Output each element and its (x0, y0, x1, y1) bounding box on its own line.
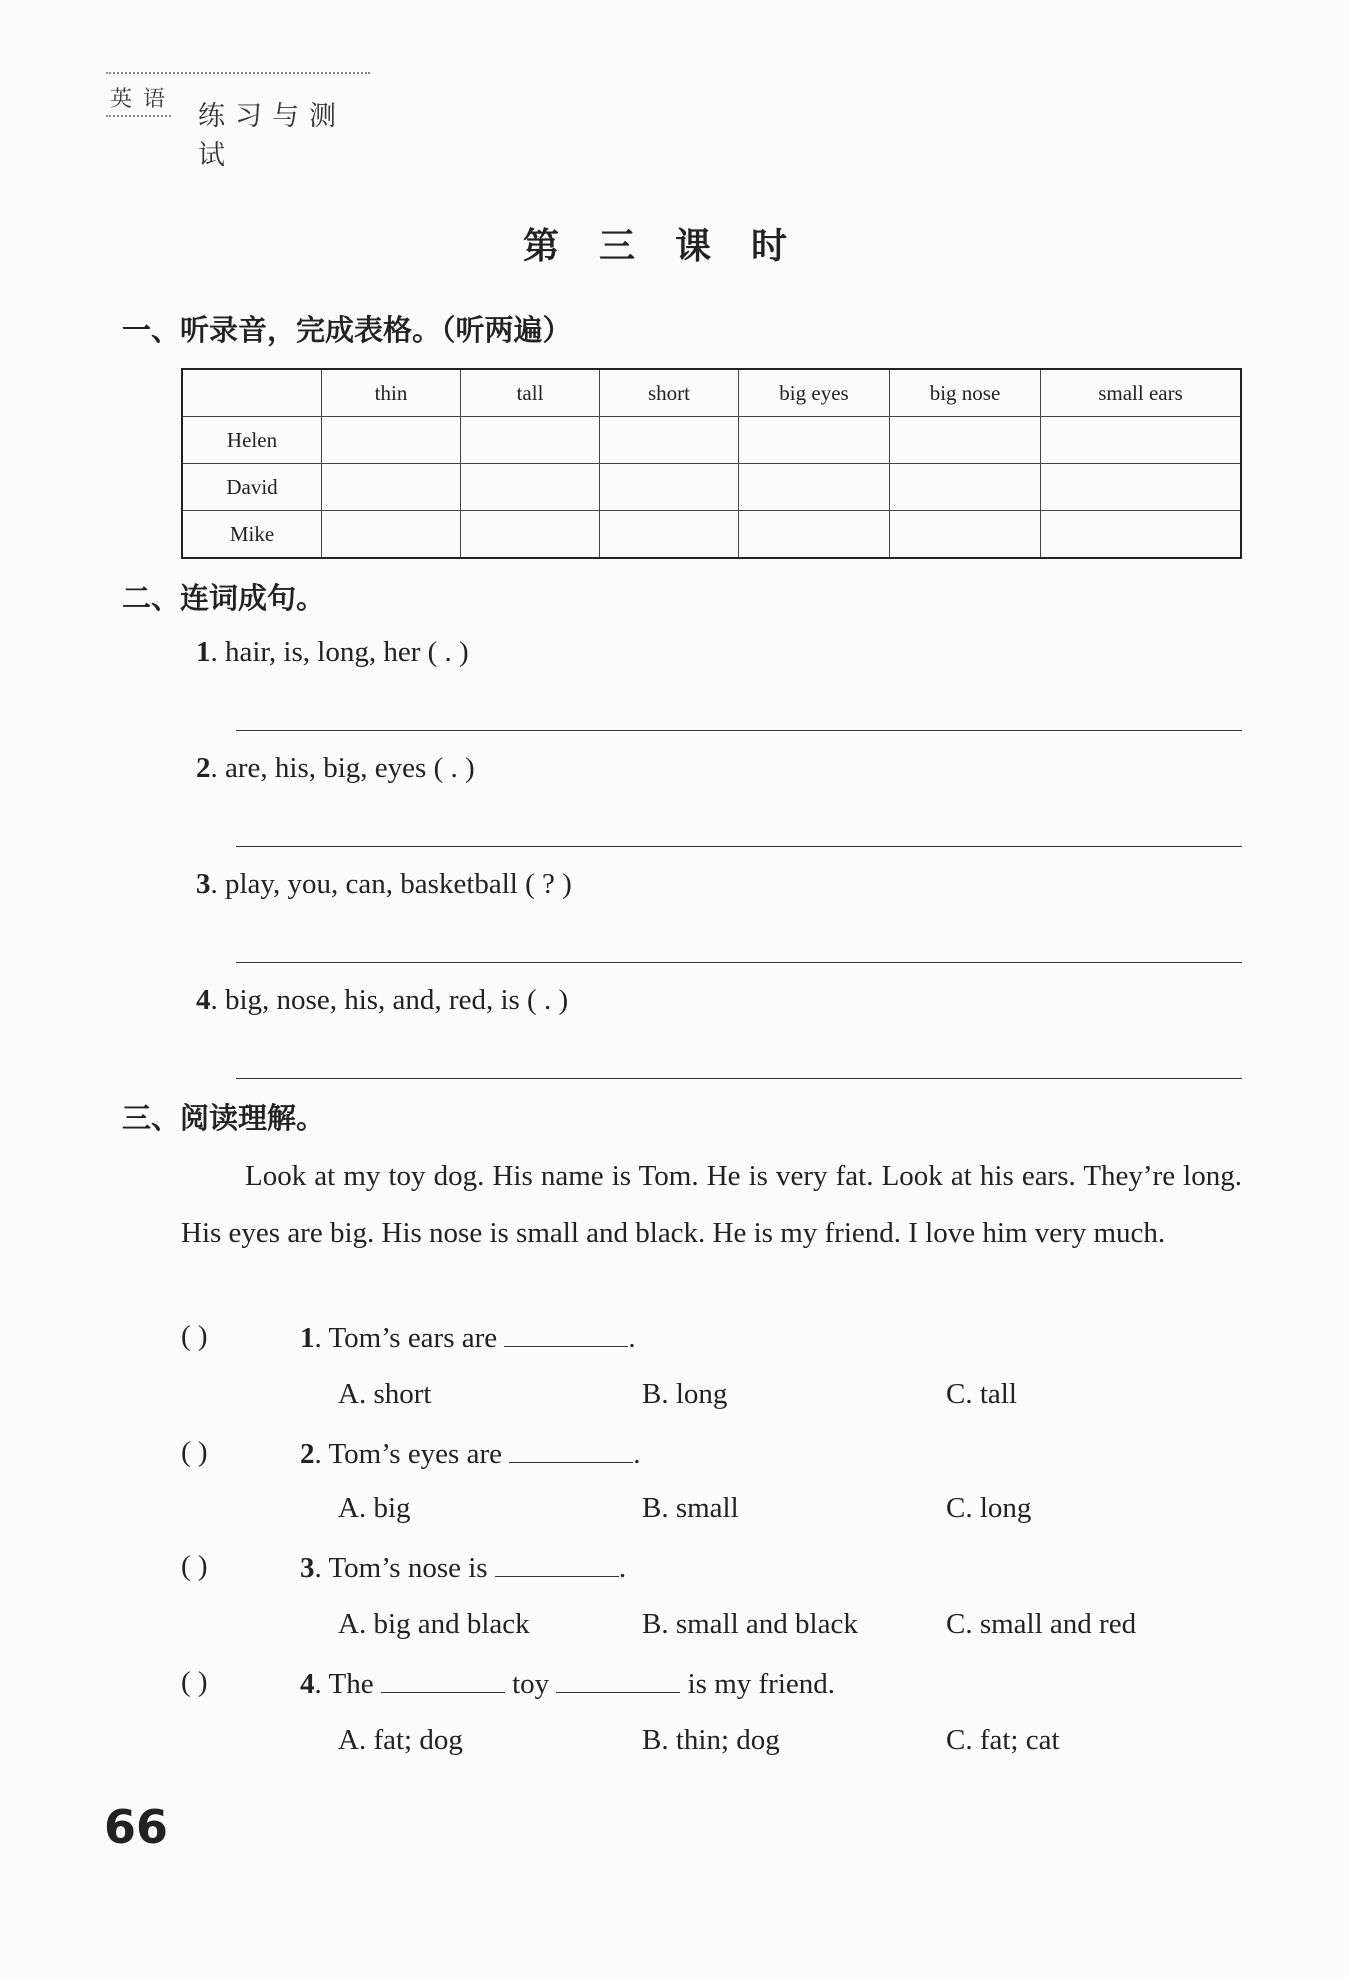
fill-blank[interactable] (509, 1436, 633, 1463)
question-stem (300, 1436, 641, 1471)
answer-cell[interactable] (739, 417, 890, 464)
answer-cell[interactable] (890, 511, 1041, 559)
answer-cell[interactable] (461, 464, 600, 511)
item-number: 4 (196, 984, 211, 1016)
item-number: 2 (196, 752, 211, 784)
row-name-cell: Helen (182, 417, 322, 464)
row-name-cell: Mike (182, 511, 322, 559)
question-text-end: is my friend. (680, 1668, 836, 1700)
answer-cell[interactable] (1041, 417, 1242, 464)
option-a[interactable]: A. big (338, 1492, 411, 1524)
question-number: 3 (300, 1552, 315, 1584)
question-text-end: . (628, 1322, 636, 1354)
question-text: . Tom’s eyes are (314, 1438, 510, 1470)
question-text-end: . (633, 1438, 641, 1470)
answer-cell[interactable] (890, 417, 1041, 464)
reading-passage: Look at my toy dog. His name is Tom. He is very fat. Look at his ears. They’re long. His eyes are big. His nose is small and black. He is my friend. I love him very much. (181, 1160, 1242, 1249)
answer-paren[interactable]: ( ) (181, 1550, 208, 1582)
question-text-mid: toy (504, 1668, 557, 1700)
sentence-item (196, 636, 469, 669)
option-c[interactable]: C. fat; cat (946, 1724, 1060, 1756)
lesson-title: 第三课时 (522, 226, 827, 267)
table-header-cell: big nose (890, 369, 1041, 417)
table-header-cell: tall (461, 369, 600, 417)
option-a[interactable]: A. big and black (338, 1608, 530, 1640)
option-b[interactable]: B. thin; dog (642, 1724, 780, 1756)
sentence-item (196, 752, 475, 785)
series-title: 练习与测试 (198, 101, 346, 171)
option-b[interactable]: B. small (642, 1492, 739, 1524)
section1-title: 一、听录音，完成表格。（听两遍） (122, 313, 572, 347)
section3-title: 三、阅读理解。 (122, 1101, 326, 1135)
page-number: 66 (104, 1800, 169, 1854)
table-header-cell: thin (322, 369, 461, 417)
question-text: . Tom’s ears are (314, 1322, 505, 1354)
fill-blank[interactable] (504, 1320, 628, 1347)
answer-cell[interactable] (1041, 511, 1242, 559)
answer-cell[interactable] (322, 417, 461, 464)
table-header-cell (182, 369, 322, 417)
section2-title: 二、连词成句。 (122, 581, 326, 615)
subject-label: 英 语 (106, 82, 171, 117)
item-words: . hair, is, long, her ( . ) (210, 636, 469, 668)
answer-cell[interactable] (322, 464, 461, 511)
answer-line[interactable] (236, 846, 1242, 847)
answer-cell[interactable] (890, 464, 1041, 511)
item-words: . are, his, big, eyes ( . ) (210, 752, 475, 784)
question-text: . Tom’s nose is (314, 1552, 495, 1584)
answer-cell[interactable] (600, 511, 739, 559)
option-c[interactable]: C. tall (946, 1378, 1017, 1410)
page-header (106, 72, 370, 171)
item-number: 1 (196, 636, 211, 668)
option-c[interactable]: C. small and red (946, 1608, 1137, 1640)
answer-paren[interactable]: ( ) (181, 1320, 208, 1352)
option-c[interactable]: C. long (946, 1492, 1032, 1524)
fill-blank[interactable] (556, 1666, 680, 1693)
option-a[interactable]: A. short (338, 1378, 432, 1410)
table-header-cell: big eyes (739, 369, 890, 417)
answer-cell[interactable] (461, 511, 600, 559)
question-number: 2 (300, 1438, 315, 1470)
listening-table (181, 368, 1242, 559)
question-stem (300, 1550, 626, 1585)
answer-cell[interactable] (461, 417, 600, 464)
answer-paren[interactable]: ( ) (181, 1436, 208, 1468)
sentence-item (196, 868, 572, 901)
answer-paren[interactable]: ( ) (181, 1666, 208, 1698)
table-row (182, 511, 1241, 559)
answer-cell[interactable] (322, 511, 461, 559)
question-number: 4 (300, 1668, 315, 1700)
option-b[interactable]: B. long (642, 1378, 728, 1410)
question-text: . The (314, 1668, 381, 1700)
answer-line[interactable] (236, 962, 1242, 963)
table-header-cell: short (600, 369, 739, 417)
question-text-end: . (618, 1552, 627, 1584)
answer-cell[interactable] (739, 511, 890, 559)
row-name-cell: David (182, 464, 322, 511)
answer-cell[interactable] (739, 464, 890, 511)
fill-blank[interactable] (495, 1550, 619, 1577)
option-b[interactable]: B. small and black (642, 1608, 858, 1640)
answer-line[interactable] (236, 730, 1242, 731)
answer-cell[interactable] (600, 417, 739, 464)
answer-cell[interactable] (600, 464, 739, 511)
table-row (182, 464, 1241, 511)
table-header-row (182, 369, 1241, 417)
item-words: . play, you, can, basketball ( ? ) (210, 868, 572, 900)
table-row (182, 417, 1241, 464)
item-words: . big, nose, his, and, red, is ( . ) (210, 984, 569, 1016)
sentence-item (196, 984, 568, 1017)
item-number: 3 (196, 868, 211, 900)
option-a[interactable]: A. fat; dog (338, 1724, 463, 1756)
answer-cell[interactable] (1041, 464, 1242, 511)
answer-line[interactable] (236, 1078, 1242, 1079)
question-stem (300, 1320, 636, 1355)
question-stem (300, 1666, 835, 1701)
question-number: 1 (300, 1322, 315, 1354)
fill-blank[interactable] (381, 1666, 505, 1693)
table-header-cell: small ears (1041, 369, 1242, 417)
